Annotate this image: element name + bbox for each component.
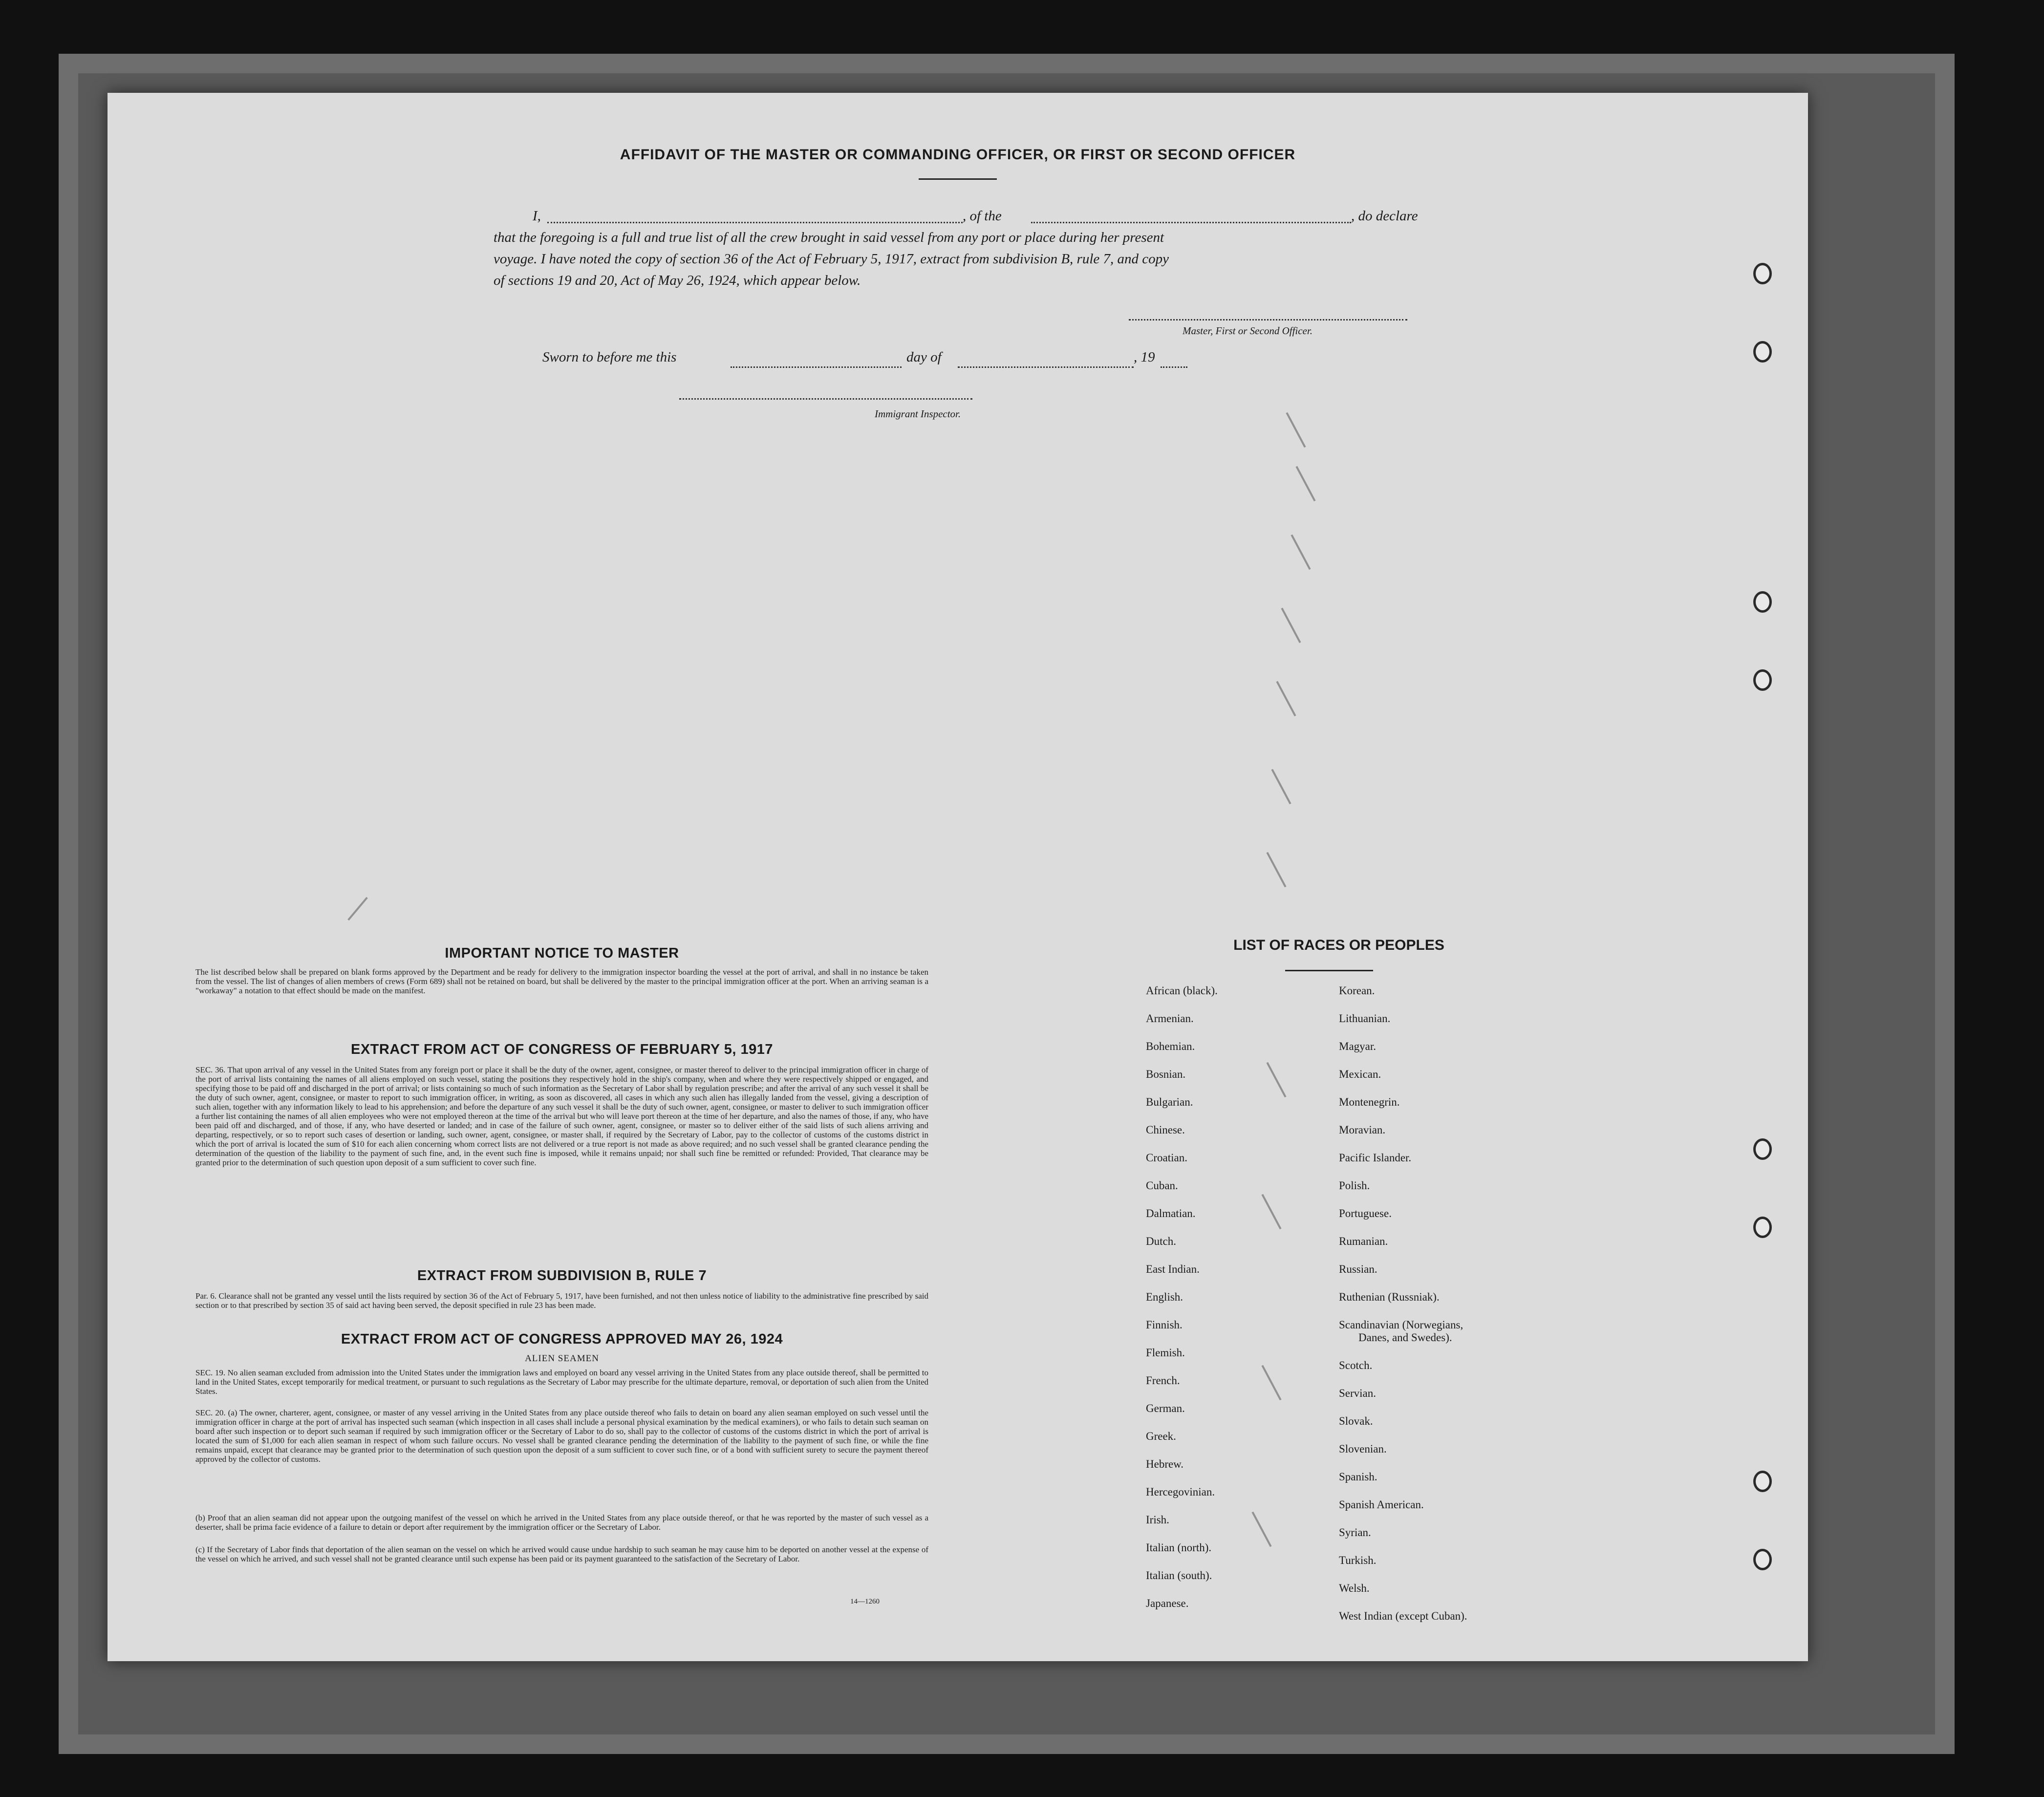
inspector-signature-line[interactable] xyxy=(679,398,972,400)
act-1917-text: SEC. 36. That upon arrival of any vessel in the United States from any foreign port or place it shall be the duty of the owner, agent, consignee, or master thereof to deliver to the principal immigration officer in charge of the port of arrival lists containing the names of all aliens employed on such vessel, stating the positions they respectively hold in the ship's company, when and where they were respectively shipped or engaged, and specifying those to be paid off and discharged in the port of arrival; or lists containing so much of such information as the Secretary of Labor shall by regulation prescribe; and after the arrival of any such vessel it shall be the duty of such owner, agent, consignee, or master to report to such immigration officer, in writing, as soon as discovered, all cases in which any such alien has illegally landed from the vessel, giving a description of such alien, together with any information likely to lead to his apprehension; and before the departure of any such vessel it shall be the duty of such owner, agent, consignee, or master to deliver to such immigration officer a further list containing the names of all alien employees who were not employed thereon at the time of the arrival but who will leave port thereon at the time of her departure, and also the names of those, if any, who have been paid off and discharged, and of those, if any, who have deserted or landed; and in case of the failure of such owner, agent, consignee, or master so to deliver either of the said lists of such aliens arriving and departing, respectively, or so to report such cases of desertion or landing, such owner, agent, consignee, or master shall, if required by the Secretary of Labor, pay to the collector of customs of the customs district in which the port of arrival is located the sum of $10 for each alien concerning whom correct lists are not delivered or a true report is not made as above required; and no such vessel shall be granted clearance pending the determination of the question of the liability to the payment of such fine, and, in the event such fine is imposed, while it remains unpaid; nor shall such fine be remitted or refunded: Provided, That clearance may be granted prior to the determination of such question upon deposit of a sum sufficient to cover such fine. xyxy=(195,1065,928,1167)
pencil-mark xyxy=(1266,1062,1286,1098)
races-title-underline xyxy=(1285,970,1373,971)
race-item: Spanish American. xyxy=(1339,1498,1424,1511)
race-item: Dutch. xyxy=(1146,1235,1176,1247)
punch-hole xyxy=(1753,1138,1772,1160)
race-item: Hercegovinian. xyxy=(1146,1486,1215,1498)
race-item: Magyar. xyxy=(1339,1040,1377,1052)
punch-hole xyxy=(1753,1471,1772,1492)
race-item: French. xyxy=(1146,1374,1180,1387)
race-item: Mexican. xyxy=(1339,1068,1381,1080)
sec-20c-text: (c) If the Secretary of Labor finds that deportation of the alien seaman on the vessel on which he arrived would cause undue hardship to such seaman he may cause him to be deported on another vessel at the expense of the vessel on which he arrived, and such vessel shall not be granted clearance until such expense has been paid or its payment guaranteed to the satisfaction of the Secretary of Labor. xyxy=(195,1545,928,1563)
affidavit-of-the: , of the xyxy=(963,208,1002,224)
race-item: English. xyxy=(1146,1291,1183,1303)
race-item: Polish. xyxy=(1339,1179,1370,1192)
race-item: Hebrew. xyxy=(1146,1458,1184,1470)
race-item: Slovenian. xyxy=(1339,1442,1387,1455)
act-1924-title: EXTRACT FROM ACT OF CONGRESS APPROVED MAY 26, 1924 xyxy=(341,1331,783,1347)
race-item: Welsh. xyxy=(1339,1582,1370,1594)
name-blank[interactable] xyxy=(547,222,963,223)
punch-hole xyxy=(1753,1549,1772,1570)
sec-19-text: SEC. 19. No alien seaman excluded from admission into the United States under the immigration laws and employed on board any vessel arriving in the United States from any place outside thereof, shall be permitted to land in the United States, except temporarily for medical treatment, or pursuant to such regulations as the Secretary of Labor may prescribe for the ultimate departure, removal, or deportation of such alien from the United States. xyxy=(195,1368,928,1396)
races-title: LIST OF RACES OR PEOPLES xyxy=(1233,937,1444,953)
race-item: German. xyxy=(1146,1402,1185,1414)
alien-seamen-subtitle: ALIEN SEAMEN xyxy=(525,1353,599,1364)
inspector-caption: Immigrant Inspector. xyxy=(875,408,961,420)
pencil-mark xyxy=(1261,1365,1281,1401)
affidavit-do-declare: , do declare xyxy=(1351,208,1418,224)
race-item: Flemish. xyxy=(1146,1347,1185,1359)
sec-20a-text: SEC. 20. (a) The owner, charterer, agent, consignee, or master of any vessel arriving in the United States from any place outside thereof who fails to detain on board any alien seaman employed on such vessel until the immigration officer in charge at the port of arrival has inspected such seaman (which inspection in all cases shall include a personal physical examination by the medical examiners), or who fails to detain such seaman on board after such inspection or to deport such seaman if required by such immigration officer or the Secretary of Labor to do so, shall pay to the collector of customs of the customs district in which the port of arrival is located the sum of $1,000 for each alien seaman in respect of whom such failure occurs. No vessel shall be granted clearance pending the determination of the liability to the payment of such fine, or while the fine remains unpaid, except that clearance may be granted prior to the determination of such question upon the deposit of a sum sufficient to cover such fine, or of a bond with sufficient surety to secure the payment thereof approved by the collector of customs. xyxy=(195,1408,928,1464)
act-1917-title: EXTRACT FROM ACT OF CONGRESS OF FEBRUARY 5, 1917 xyxy=(350,1042,774,1057)
affidavit-i: I, xyxy=(533,208,541,224)
rule-7-text: Par. 6. Clearance shall not be granted any vessel until the lists required by section 36 of the Act of February 5, 1917, have been furnished, and not then unless notice of liability to the administrative fine prescribed by said section or to that prescribed by section 35 of said act having been served, the deposit specified in rule 23 has been made. xyxy=(195,1291,928,1310)
race-item: West Indian (except Cuban). xyxy=(1339,1609,1467,1622)
pencil-mark xyxy=(1266,852,1286,888)
pencil-mark xyxy=(1281,608,1301,643)
race-item: Armenian. xyxy=(1146,1012,1194,1025)
pencil-mark xyxy=(347,897,368,921)
pencil-mark xyxy=(1291,535,1311,570)
race-item: Korean. xyxy=(1339,984,1375,997)
pencil-mark xyxy=(1261,1194,1281,1230)
race-item: Syrian. xyxy=(1339,1526,1371,1539)
race-item: Scotch. xyxy=(1339,1359,1373,1371)
pencil-mark xyxy=(1295,466,1315,502)
race-item: Dalmatian. xyxy=(1146,1207,1196,1219)
pencil-mark xyxy=(1286,412,1306,448)
race-item: Russian. xyxy=(1339,1263,1377,1275)
affidavit-text xyxy=(494,205,1442,291)
race-item: Danes, and Swedes). xyxy=(1358,1331,1452,1344)
race-item: Scandinavian (Norwegians, xyxy=(1339,1319,1463,1331)
officer-signature-caption: Master, First or Second Officer. xyxy=(1183,325,1312,337)
rule-7-title: EXTRACT FROM SUBDIVISION B, RULE 7 xyxy=(417,1268,707,1284)
sworn-year-blank[interactable] xyxy=(1161,366,1187,368)
notice-text: The list described below shall be prepared on blank forms approved by the Department and be ready for delivery to the immigration inspector boarding the vessel at the port of arrival, and shall in no instance be taken from the vessel. The list of changes of alien members of crews (Form 689) shall not be retained on board, but shall be delivered by the master to the principal immigration officer at the port. When an arriving seaman is a "workaway" a notation to that effect should be made on the manifest. xyxy=(195,967,928,995)
race-item: Greek. xyxy=(1146,1430,1176,1442)
race-item: Italian (south). xyxy=(1146,1569,1212,1582)
sec-20b-text: (b) Proof that an alien seaman did not appear upon the outgoing manifest of the vessel on which he arrived in the United States from any place outside thereof, or that he was reported by the master of such vessel as a deserter, shall be prima facie evidence of a failure to detain or deport after requirement by the immigration officer or the Secretary of Labor. xyxy=(195,1513,928,1532)
race-item: East Indian. xyxy=(1146,1263,1200,1275)
punch-hole xyxy=(1753,1217,1772,1238)
affidavit-line-1 xyxy=(494,205,1442,227)
sworn-year: , 19 xyxy=(1134,349,1155,365)
race-item: Servian. xyxy=(1339,1387,1377,1399)
race-item: Croatian. xyxy=(1146,1152,1187,1164)
race-item: Finnish. xyxy=(1146,1319,1183,1331)
sworn-text: Sworn to before me this xyxy=(542,349,677,365)
punch-hole xyxy=(1753,263,1772,284)
form-number: 14—1260 xyxy=(850,1598,880,1605)
race-item: Montenegrin. xyxy=(1339,1096,1400,1108)
race-item: Bosnian. xyxy=(1146,1068,1186,1080)
race-item: Chinese. xyxy=(1146,1124,1185,1136)
notice-title: IMPORTANT NOTICE TO MASTER xyxy=(445,945,679,961)
race-item: Bohemian. xyxy=(1146,1040,1195,1052)
sworn-month-blank[interactable] xyxy=(958,366,1134,368)
race-item: Turkish. xyxy=(1339,1554,1377,1566)
affidavit-line-3: voyage. I have noted the copy of section 36 of the Act of February 5, 1917, extract from subdivision B, rule 7, and copy xyxy=(494,251,1169,267)
punch-hole xyxy=(1753,591,1772,613)
race-item: Ruthenian (Russniak). xyxy=(1339,1291,1440,1303)
pencil-mark xyxy=(1251,1512,1271,1547)
race-item: Irish. xyxy=(1146,1514,1169,1526)
affidavit-line-2: that the foregoing is a full and true list of all the crew brought in said vessel from any port or place during her present xyxy=(494,230,1164,245)
race-item: Spanish. xyxy=(1339,1470,1377,1483)
affidavit-line-4: of sections 19 and 20, Act of May 26, 1924, which appear below. xyxy=(494,273,861,288)
sworn-day-blank[interactable] xyxy=(731,366,902,368)
pencil-mark xyxy=(1271,769,1291,805)
race-item: African (black). xyxy=(1146,984,1218,997)
race-item: Japanese. xyxy=(1146,1597,1189,1609)
vessel-blank[interactable] xyxy=(1031,222,1351,223)
affidavit-title: AFFIDAVIT OF THE MASTER OR COMMANDING OFFICER, OR FIRST OR SECOND OFFICER xyxy=(620,147,1296,163)
race-item: Moravian. xyxy=(1339,1124,1386,1136)
punch-hole xyxy=(1753,669,1772,691)
pencil-mark xyxy=(1276,681,1296,717)
race-item: Portuguese. xyxy=(1339,1207,1392,1219)
race-item: Rumanian. xyxy=(1339,1235,1388,1247)
punch-hole xyxy=(1753,341,1772,363)
race-item: Italian (north). xyxy=(1146,1541,1212,1554)
officer-signature-line[interactable] xyxy=(1129,319,1407,321)
sworn-day-of: day of xyxy=(906,349,942,365)
title-underline xyxy=(919,178,997,180)
race-item: Slovak. xyxy=(1339,1414,1373,1427)
race-item: Bulgarian. xyxy=(1146,1096,1193,1108)
form-page xyxy=(108,93,1808,1661)
race-item: Pacific Islander. xyxy=(1339,1152,1412,1164)
race-item: Lithuanian. xyxy=(1339,1012,1391,1025)
race-item: Cuban. xyxy=(1146,1179,1178,1192)
